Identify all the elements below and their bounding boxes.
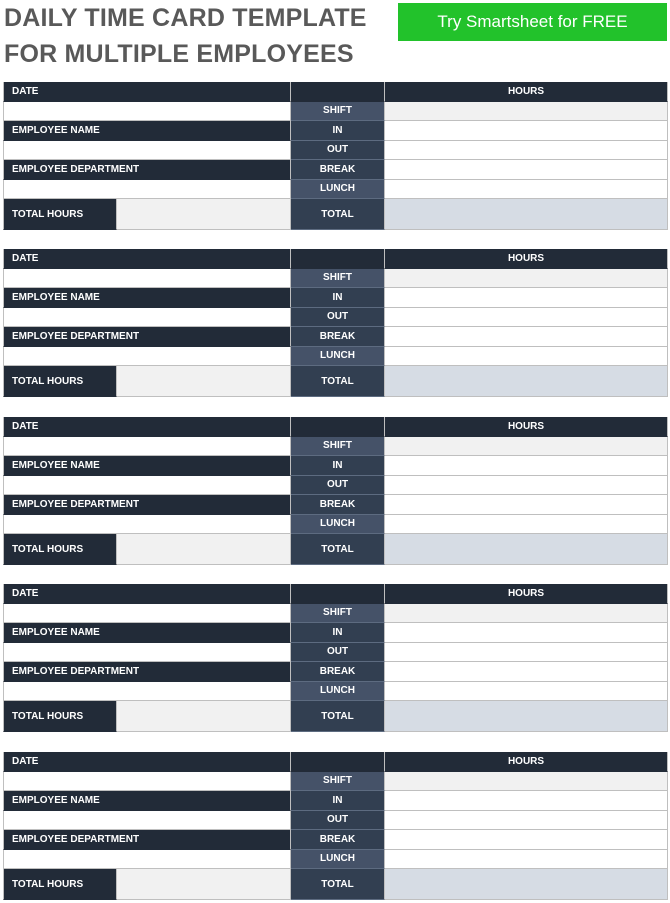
page-title-line-1: DAILY TIME CARD TEMPLATE	[4, 4, 367, 32]
shift-row	[3, 772, 668, 792]
total-hours-field[interactable]	[117, 869, 291, 900]
total-hours-label: TOTAL HOURS	[3, 869, 117, 900]
shift-label: SHIFT	[291, 772, 385, 792]
in-row	[3, 456, 668, 476]
shift-label: SHIFT	[291, 604, 385, 624]
hours-header: HOURS	[385, 584, 668, 604]
total-hours-field[interactable]	[117, 701, 291, 732]
employee-name-label: EMPLOYEE NAME	[3, 456, 291, 476]
page-title	[4, 0, 394, 72]
break-row	[3, 327, 668, 347]
total-label: TOTAL	[291, 366, 385, 397]
time-card-1	[3, 82, 668, 230]
shift-hours-field[interactable]	[385, 772, 668, 792]
date-row	[3, 752, 668, 772]
date-row	[3, 82, 668, 102]
header-spacer	[291, 752, 385, 772]
total-label: TOTAL	[291, 534, 385, 565]
date-label: DATE	[3, 584, 291, 604]
break-label: BREAK	[291, 160, 385, 180]
employee-name-field[interactable]	[3, 476, 291, 496]
shift-row	[3, 102, 668, 122]
in-row	[3, 288, 668, 308]
break-label: BREAK	[291, 662, 385, 682]
in-label: IN	[291, 288, 385, 308]
date-field[interactable]	[3, 604, 291, 624]
header-spacer	[291, 249, 385, 269]
in-row	[3, 121, 668, 141]
total-hours-value[interactable]	[385, 199, 668, 230]
break-row	[3, 495, 668, 515]
in-label: IN	[291, 791, 385, 811]
hours-header: HOURS	[385, 752, 668, 772]
date-row	[3, 584, 668, 604]
lunch-row	[3, 850, 668, 870]
try-smartsheet-button[interactable]: Try Smartsheet for FREE	[398, 3, 667, 41]
total-hours-value[interactable]	[385, 534, 668, 565]
hours-header: HOURS	[385, 82, 668, 102]
employee-department-label: EMPLOYEE DEPARTMENT	[3, 495, 291, 515]
out-row	[3, 643, 668, 663]
out-hours-field[interactable]	[385, 308, 668, 328]
total-hours-label: TOTAL HOURS	[3, 534, 117, 565]
in-label: IN	[291, 456, 385, 476]
employee-department-label: EMPLOYEE DEPARTMENT	[3, 830, 291, 850]
shift-hours-field[interactable]	[385, 269, 668, 289]
break-row	[3, 830, 668, 850]
total-label: TOTAL	[291, 701, 385, 732]
time-card-3	[3, 417, 668, 565]
break-hours-field[interactable]	[385, 495, 668, 515]
date-field[interactable]	[3, 772, 291, 792]
time-card-4	[3, 584, 668, 732]
date-label: DATE	[3, 249, 291, 269]
date-label: DATE	[3, 752, 291, 772]
employee-name-label: EMPLOYEE NAME	[3, 623, 291, 643]
employee-department-label: EMPLOYEE DEPARTMENT	[3, 327, 291, 347]
employee-name-label: EMPLOYEE NAME	[3, 121, 291, 141]
header-spacer	[291, 417, 385, 437]
in-label: IN	[291, 623, 385, 643]
lunch-label: LUNCH	[291, 682, 385, 702]
break-hours-field[interactable]	[385, 160, 668, 180]
header-spacer	[291, 584, 385, 604]
lunch-label: LUNCH	[291, 850, 385, 870]
in-label: IN	[291, 121, 385, 141]
total-row	[3, 534, 668, 565]
employee-department-field[interactable]	[3, 515, 291, 535]
shift-label: SHIFT	[291, 102, 385, 122]
break-hours-field[interactable]	[385, 327, 668, 347]
total-row	[3, 869, 668, 900]
out-hours-field[interactable]	[385, 811, 668, 831]
break-row	[3, 160, 668, 180]
shift-label: SHIFT	[291, 269, 385, 289]
break-hours-field[interactable]	[385, 662, 668, 682]
employee-name-label: EMPLOYEE NAME	[3, 288, 291, 308]
out-label: OUT	[291, 141, 385, 161]
total-hours-value[interactable]	[385, 869, 668, 900]
out-hours-field[interactable]	[385, 476, 668, 496]
shift-row	[3, 269, 668, 289]
date-field[interactable]	[3, 102, 291, 122]
employee-department-field[interactable]	[3, 180, 291, 200]
lunch-label: LUNCH	[291, 515, 385, 535]
in-hours-field[interactable]	[385, 456, 668, 476]
hours-header: HOURS	[385, 417, 668, 437]
total-row	[3, 701, 668, 732]
total-hours-label: TOTAL HOURS	[3, 366, 117, 397]
employee-name-field[interactable]	[3, 643, 291, 663]
lunch-label: LUNCH	[291, 347, 385, 367]
shift-row	[3, 437, 668, 457]
shift-hours-field[interactable]	[385, 604, 668, 624]
break-label: BREAK	[291, 495, 385, 515]
date-label: DATE	[3, 417, 291, 437]
date-row	[3, 249, 668, 269]
date-field[interactable]	[3, 437, 291, 457]
lunch-hours-field[interactable]	[385, 347, 668, 367]
in-hours-field[interactable]	[385, 288, 668, 308]
time-card-2	[3, 249, 668, 397]
out-label: OUT	[291, 643, 385, 663]
out-row	[3, 811, 668, 831]
out-label: OUT	[291, 476, 385, 496]
in-row	[3, 791, 668, 811]
total-hours-value[interactable]	[385, 701, 668, 732]
break-row	[3, 662, 668, 682]
lunch-hours-field[interactable]	[385, 850, 668, 870]
lunch-label: LUNCH	[291, 180, 385, 200]
date-label: DATE	[3, 82, 291, 102]
total-hours-label: TOTAL HOURS	[3, 199, 117, 230]
page-title-line-2: FOR MULTIPLE EMPLOYEES	[4, 40, 354, 68]
shift-label: SHIFT	[291, 437, 385, 457]
time-card-5	[3, 752, 668, 900]
in-row	[3, 623, 668, 643]
in-hours-field[interactable]	[385, 623, 668, 643]
lunch-row	[3, 682, 668, 702]
header-spacer	[291, 82, 385, 102]
in-hours-field[interactable]	[385, 121, 668, 141]
employee-department-field[interactable]	[3, 347, 291, 367]
shift-row	[3, 604, 668, 624]
break-hours-field[interactable]	[385, 830, 668, 850]
lunch-hours-field[interactable]	[385, 180, 668, 200]
employee-name-field[interactable]	[3, 811, 291, 831]
total-hours-value[interactable]	[385, 366, 668, 397]
shift-hours-field[interactable]	[385, 102, 668, 122]
lunch-row	[3, 347, 668, 367]
out-label: OUT	[291, 811, 385, 831]
in-hours-field[interactable]	[385, 791, 668, 811]
hours-header: HOURS	[385, 249, 668, 269]
out-hours-field[interactable]	[385, 141, 668, 161]
total-hours-field[interactable]	[117, 199, 291, 230]
total-label: TOTAL	[291, 199, 385, 230]
break-label: BREAK	[291, 830, 385, 850]
date-row	[3, 417, 668, 437]
out-hours-field[interactable]	[385, 643, 668, 663]
employee-department-field[interactable]	[3, 682, 291, 702]
shift-hours-field[interactable]	[385, 437, 668, 457]
total-hours-field[interactable]	[117, 366, 291, 397]
employee-department-field[interactable]	[3, 850, 291, 870]
out-row	[3, 141, 668, 161]
lunch-hours-field[interactable]	[385, 682, 668, 702]
employee-department-label: EMPLOYEE DEPARTMENT	[3, 160, 291, 180]
total-hours-label: TOTAL HOURS	[3, 701, 117, 732]
out-row	[3, 476, 668, 496]
lunch-hours-field[interactable]	[385, 515, 668, 535]
lunch-row	[3, 180, 668, 200]
employee-department-label: EMPLOYEE DEPARTMENT	[3, 662, 291, 682]
break-label: BREAK	[291, 327, 385, 347]
total-row	[3, 199, 668, 230]
total-row	[3, 366, 668, 397]
out-label: OUT	[291, 308, 385, 328]
employee-name-label: EMPLOYEE NAME	[3, 791, 291, 811]
lunch-row	[3, 515, 668, 535]
total-label: TOTAL	[291, 869, 385, 900]
total-hours-field[interactable]	[117, 534, 291, 565]
out-row	[3, 308, 668, 328]
employee-name-field[interactable]	[3, 141, 291, 161]
date-field[interactable]	[3, 269, 291, 289]
employee-name-field[interactable]	[3, 308, 291, 328]
